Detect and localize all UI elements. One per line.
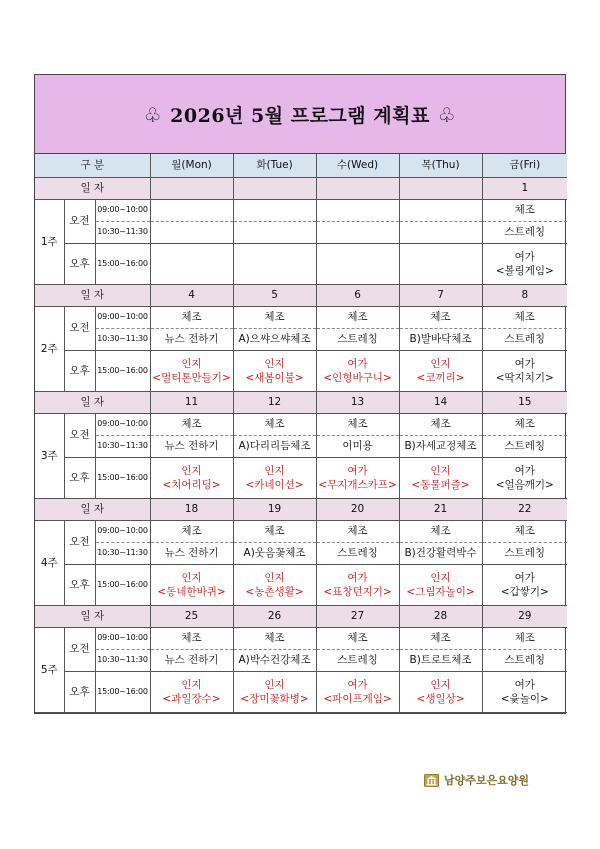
activity-cell [150,565,233,606]
program-cell: 체조 [316,414,399,436]
program-cell: 체조 [399,521,482,543]
period-pm: 오후 [64,244,95,285]
program-cell: 체조 [233,628,316,650]
date-cell: 7 [399,285,482,307]
date-cell [316,178,399,200]
activity-name: <표창던지기> [323,586,392,598]
title-banner [35,75,565,154]
morning-row-1 [35,628,567,650]
date-cell: 1 [482,178,567,200]
morning-row-1 [35,414,567,436]
building-icon [424,774,439,787]
activity-name: <치어리딩> [162,479,221,491]
activity-type: 여가 [514,678,535,691]
page-title [136,101,465,128]
program-cell: A)박수건강체조 [233,650,316,672]
activity-cell [482,565,567,606]
period-pm: 오후 [64,672,95,713]
footer-org [424,772,529,788]
time-slot: 09:00~10:00 [95,200,150,222]
activity-cell [399,565,482,606]
morning-row-2 [35,650,567,672]
date-cell [399,178,482,200]
time-slot: 09:00~10:00 [95,521,150,543]
period-am: 오전 [64,307,95,351]
afternoon-row [35,672,567,713]
time-slot: 15:00~16:00 [95,458,150,499]
activity-cell [482,458,567,499]
activity-name: <파이프게임> [323,693,392,705]
program-cell: B)건강활력박수 [399,543,482,565]
date-cell: 27 [316,606,399,628]
time-slot: 10:30~11:30 [95,222,150,244]
date-cell: 15 [482,392,567,414]
date-row [35,285,567,307]
date-row [35,606,567,628]
activity-type: 여가 [514,571,535,584]
program-cell: 체조 [482,521,567,543]
program-cell [399,222,482,244]
activity-cell [399,458,482,499]
activity-name: <윷놀이> [500,693,549,705]
program-cell [233,200,316,222]
activity-type: 여가 [514,250,535,263]
activity-type: 인지 [181,678,202,691]
activity-name: <농촌생활> [245,586,304,598]
period-am: 오전 [64,200,95,244]
date-cell: 20 [316,499,399,521]
date-cell: 26 [233,606,316,628]
time-slot: 15:00~16:00 [95,351,150,392]
activity-type: 인지 [430,357,451,370]
program-cell: 뉴스 전하기 [150,543,233,565]
activity-cell [316,672,399,713]
day-header: 금(Fri) [482,154,567,178]
day-header: 목(Thu) [399,154,482,178]
time-slot: 15:00~16:00 [95,672,150,713]
schedule-sheet [34,74,566,714]
time-slot: 09:00~10:00 [95,628,150,650]
program-cell: 체조 [482,414,567,436]
activity-cell [316,565,399,606]
time-slot: 09:00~10:00 [95,414,150,436]
activity-cell [399,672,482,713]
date-cell: 21 [399,499,482,521]
date-row-label: 일 자 [35,499,150,521]
activity-name: <갑쌓기> [500,586,549,598]
activity-name: <인형바구니> [323,372,392,384]
morning-row-2 [35,222,567,244]
date-row-label: 일 자 [35,606,150,628]
category-header: 구 분 [35,154,150,178]
activity-type: 여가 [514,464,535,477]
time-slot: 15:00~16:00 [95,565,150,606]
program-cell: 스트레칭 [316,543,399,565]
activity-type: 인지 [264,357,285,370]
program-cell: A)다리리듬체조 [233,436,316,458]
club-icon: ♧ [143,102,163,127]
morning-row-2 [35,543,567,565]
activity-type: 여가 [347,571,368,584]
morning-row-1 [35,521,567,543]
program-cell: 스트레칭 [482,543,567,565]
afternoon-row [35,458,567,499]
activity-type: 여가 [347,357,368,370]
activity-name: <동물퍼즐> [411,479,470,491]
period-am: 오전 [64,414,95,458]
activity-name: <과일장수> [162,693,221,705]
schedule-table [35,154,567,713]
org-name: 남양주보은요양원 [444,774,530,787]
date-cell: 5 [233,285,316,307]
program-cell: 체조 [150,521,233,543]
program-cell: 뉴스 전하기 [150,650,233,672]
activity-name: <동네한바퀴> [157,586,226,598]
activity-type: 인지 [264,571,285,584]
date-cell: 28 [399,606,482,628]
activity-name: <무지개스카프> [318,479,397,491]
program-cell: 스트레칭 [316,650,399,672]
week-label: 5주 [35,628,64,713]
program-cell: B)트로트체조 [399,650,482,672]
time-slot: 10:30~11:30 [95,436,150,458]
club-icon: ♧ [437,102,457,127]
program-cell: B)자세교정체조 [399,436,482,458]
activity-cell [316,244,399,285]
period-am: 오전 [64,628,95,672]
activity-type: 인지 [430,464,451,477]
date-cell: 4 [150,285,233,307]
program-cell: 체조 [399,307,482,329]
period-pm: 오후 [64,458,95,499]
activity-cell [150,244,233,285]
time-slot: 15:00~16:00 [95,244,150,285]
time-slot: 10:30~11:30 [95,650,150,672]
program-cell: 체조 [316,628,399,650]
activity-name: <멀티톤만들기> [152,372,231,384]
week-label: 4주 [35,521,64,606]
program-cell: 뉴스 전하기 [150,329,233,351]
program-cell: B)발바닥체조 [399,329,482,351]
activity-name: <새봄이불> [245,372,304,384]
activity-name: <생일상> [416,693,465,705]
period-am: 오전 [64,521,95,565]
date-cell: 13 [316,392,399,414]
day-header: 수(Wed) [316,154,399,178]
activity-type: 인지 [181,571,202,584]
afternoon-row [35,565,567,606]
program-cell [233,222,316,244]
day-header: 화(Tue) [233,154,316,178]
date-row [35,392,567,414]
activity-cell [316,351,399,392]
activity-name: <볼링게임> [495,265,554,277]
program-cell: 체조 [233,521,316,543]
date-cell [150,178,233,200]
program-cell: 체조 [482,200,567,222]
program-cell: 스트레칭 [482,436,567,458]
activity-name: <카네이션> [245,479,304,491]
program-cell: 뉴스 전하기 [150,436,233,458]
activity-cell [150,458,233,499]
program-cell [150,222,233,244]
title-text: 2026년 5월 프로그램 계획표 [170,104,430,127]
date-cell: 14 [399,392,482,414]
program-cell: A)웃음꽃체조 [233,543,316,565]
activity-cell [150,351,233,392]
morning-row-1 [35,307,567,329]
day-header: 월(Mon) [150,154,233,178]
header-row [35,154,567,178]
program-cell: 스트레칭 [482,222,567,244]
activity-cell [482,672,567,713]
activity-name: <그림자놀이> [406,586,475,598]
activity-cell [150,672,233,713]
program-cell: 스트레칭 [482,650,567,672]
date-row [35,499,567,521]
morning-row-1 [35,200,567,222]
activity-type: 인지 [264,678,285,691]
time-slot: 09:00~10:00 [95,307,150,329]
program-cell: 체조 [233,414,316,436]
activity-cell [233,565,316,606]
program-cell: 체조 [316,307,399,329]
activity-type: 인지 [181,357,202,370]
activity-cell [233,351,316,392]
program-cell [399,200,482,222]
program-cell: 체조 [399,628,482,650]
program-cell: 체조 [150,628,233,650]
program-cell [316,222,399,244]
date-cell: 8 [482,285,567,307]
activity-type: 여가 [347,464,368,477]
week-label: 1주 [35,200,64,285]
program-cell: A)으쌰으쌰체조 [233,329,316,351]
week-label: 3주 [35,414,64,499]
afternoon-row [35,351,567,392]
date-cell: 22 [482,499,567,521]
activity-name: <코끼리> [416,372,465,384]
program-cell: 체조 [482,307,567,329]
activity-type: 여가 [347,678,368,691]
program-cell: 체조 [150,307,233,329]
activity-cell [233,458,316,499]
activity-cell [482,351,567,392]
date-cell: 29 [482,606,567,628]
program-cell: 스트레칭 [482,329,567,351]
activity-cell [233,672,316,713]
activity-cell [399,244,482,285]
date-row-label: 일 자 [35,285,150,307]
activity-type: 인지 [430,571,451,584]
date-row-label: 일 자 [35,178,150,200]
date-cell: 12 [233,392,316,414]
activity-type: 인지 [264,464,285,477]
activity-cell [399,351,482,392]
program-cell: 체조 [399,414,482,436]
activity-cell [482,244,567,285]
program-cell: 체조 [316,521,399,543]
program-cell: 체조 [150,414,233,436]
program-cell [150,200,233,222]
activity-name: <장미꽃화병> [240,693,309,705]
program-cell: 체조 [482,628,567,650]
date-row-label: 일 자 [35,392,150,414]
morning-row-2 [35,436,567,458]
date-cell: 11 [150,392,233,414]
time-slot: 10:30~11:30 [95,329,150,351]
activity-type: 인지 [430,678,451,691]
period-pm: 오후 [64,351,95,392]
activity-cell [233,244,316,285]
program-cell [316,200,399,222]
date-cell [233,178,316,200]
program-cell: 이미용 [316,436,399,458]
week-label: 2주 [35,307,64,392]
program-cell: 체조 [233,307,316,329]
activity-cell [316,458,399,499]
date-cell: 25 [150,606,233,628]
activity-type: 여가 [514,357,535,370]
activity-name: <딱지치기> [495,372,554,384]
activity-type: 인지 [181,464,202,477]
morning-row-2 [35,329,567,351]
date-row [35,178,567,200]
activity-name: <얼음깨기> [495,479,554,491]
date-cell: 19 [233,499,316,521]
time-slot: 10:30~11:30 [95,543,150,565]
period-pm: 오후 [64,565,95,606]
date-cell: 6 [316,285,399,307]
program-cell: 스트레칭 [316,329,399,351]
date-cell: 18 [150,499,233,521]
afternoon-row [35,244,567,285]
